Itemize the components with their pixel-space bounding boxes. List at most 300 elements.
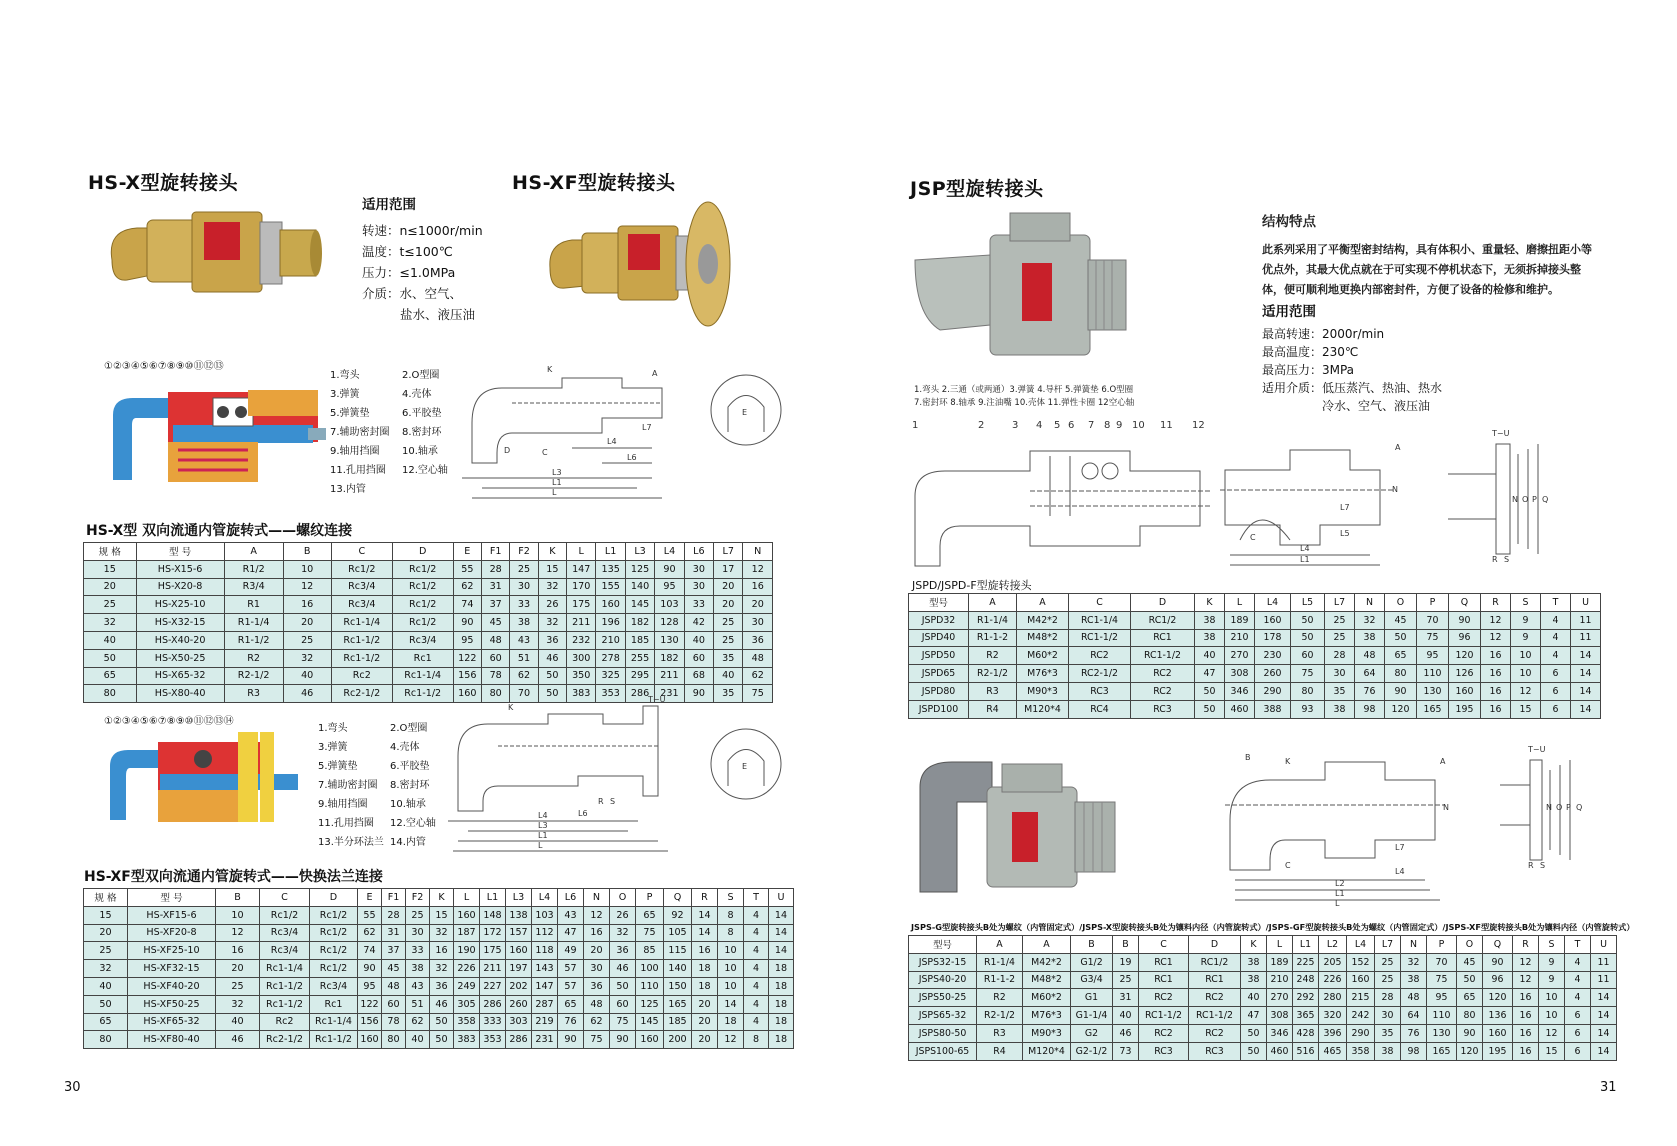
- table-row: [84, 906, 794, 924]
- table-cell: 48: [743, 649, 773, 667]
- table-cell: 40: [84, 977, 128, 995]
- table-cell: 15: [84, 560, 137, 578]
- table-cell: 65: [1385, 647, 1417, 665]
- table-cell: R2-1/2: [977, 1007, 1023, 1025]
- table-cell: RC1-1/4: [1069, 611, 1131, 629]
- table-cell: 4: [744, 906, 769, 924]
- table-cell: 20: [692, 1031, 718, 1049]
- table-cell: 25: [1325, 611, 1355, 629]
- table-cell: 70: [510, 685, 538, 703]
- table-cell: 90: [1457, 1024, 1483, 1042]
- table-cell: 516: [1293, 1042, 1319, 1060]
- table-cell: 25: [1375, 971, 1401, 989]
- table-cell: 15: [1539, 1042, 1565, 1060]
- table-cell: 18: [692, 977, 718, 995]
- table-cell: 50: [1457, 971, 1483, 989]
- table-cell: HS-X50-25: [136, 649, 224, 667]
- table-cell: 36: [610, 942, 636, 960]
- table-cell: 74: [358, 942, 382, 960]
- table-row: [909, 629, 1601, 647]
- table-cell: 12: [283, 578, 331, 596]
- table-cell: A: [977, 936, 1023, 954]
- table-cell: R4: [977, 1042, 1023, 1060]
- table-cell: 14: [1591, 989, 1617, 1007]
- table-cell: U: [1571, 594, 1601, 612]
- table-cell: 32: [538, 614, 566, 632]
- table-cell: 14: [692, 906, 718, 924]
- svg-text:L4: L4: [607, 437, 617, 446]
- table-cell: 16: [283, 596, 331, 614]
- table-cell: 25: [216, 977, 260, 995]
- table-cell: 46: [610, 960, 636, 978]
- part-label: 1.弯头: [318, 723, 348, 734]
- table-cell: JSPD65: [909, 665, 969, 683]
- table-cell: L6: [558, 889, 584, 907]
- table-row: [84, 578, 773, 596]
- table-cell: 40: [1241, 989, 1267, 1007]
- part-label: 6.平胶垫: [402, 408, 442, 419]
- table-cell: 75: [1417, 629, 1449, 647]
- table-cell: L1: [596, 543, 625, 561]
- svg-text:6: 6: [1068, 420, 1075, 431]
- table-cell: Rc1/2: [260, 906, 310, 924]
- table-cell: Rc2: [260, 1013, 310, 1031]
- hsxf-dimension-drawing: [438, 696, 698, 856]
- table-cell: S: [1539, 936, 1565, 954]
- table-cell: 43: [406, 977, 430, 995]
- table-cell: 95: [1417, 647, 1449, 665]
- scope-line: 介质：水、空气、: [362, 286, 463, 301]
- hsx-scope: [362, 195, 483, 325]
- table-cell: 110: [1417, 665, 1449, 683]
- table-cell: N: [584, 889, 610, 907]
- table-cell: 126: [1449, 665, 1481, 683]
- table-cell: K: [1241, 936, 1267, 954]
- table-cell: 160: [1255, 611, 1291, 629]
- table-cell: 96: [1449, 629, 1481, 647]
- table-cell: 90: [655, 560, 684, 578]
- table-cell: 160: [1483, 1024, 1513, 1042]
- table-cell: 16: [216, 942, 260, 960]
- svg-text:L1: L1: [1335, 889, 1345, 898]
- part-label: 7.辅助密封圈: [318, 780, 378, 791]
- table-cell: 95: [358, 977, 382, 995]
- table-cell: 10: [1539, 1007, 1565, 1025]
- callouts-1: ①②③④⑤⑥⑦⑧⑨⑩⑪⑫⑬: [104, 361, 224, 372]
- table-cell: 270: [1225, 647, 1255, 665]
- table-cell: JSPD40: [909, 629, 969, 647]
- table-cell: 260: [1255, 665, 1291, 683]
- table-cell: L1: [480, 889, 506, 907]
- svg-text:N: N: [1512, 495, 1518, 504]
- scope-line: 温度：t≤100℃: [362, 244, 453, 259]
- table-cell: 50: [1385, 629, 1417, 647]
- table-row: [84, 1031, 794, 1049]
- table-cell: Rc2-1/2: [331, 685, 392, 703]
- table-cell: 242: [1347, 1007, 1375, 1025]
- table-cell: 196: [596, 614, 625, 632]
- table-cell: 50: [84, 995, 128, 1013]
- table-cell: R1-1/4: [224, 614, 283, 632]
- table-cell: 48: [1355, 647, 1385, 665]
- table-cell: 290: [1255, 682, 1291, 700]
- table-cell: 36: [538, 631, 566, 649]
- table-cell: 287: [532, 995, 558, 1013]
- table-cell: Rc3/4: [331, 578, 392, 596]
- jsps-photo: [912, 742, 1132, 902]
- table-row: [84, 977, 794, 995]
- part-label: 8.密封环: [390, 780, 430, 791]
- table-cell: Rc1-1/4: [392, 667, 453, 685]
- table-cell: 197: [506, 960, 532, 978]
- table-cell: 10: [718, 942, 744, 960]
- table-cell: 62: [406, 1013, 430, 1031]
- table-cell: 17: [714, 560, 743, 578]
- table-cell: 18: [769, 977, 794, 995]
- part-label: 5.弹簧垫: [330, 408, 370, 419]
- jsp-photo: [910, 205, 1150, 360]
- svg-text:T−U: T−U: [1492, 429, 1510, 438]
- table-cell: 43: [510, 631, 538, 649]
- table-cell: 90: [1449, 611, 1481, 629]
- table-cell: B: [283, 543, 331, 561]
- table-row: [909, 682, 1601, 700]
- table-cell: 333: [480, 1013, 506, 1031]
- table-cell: 112: [532, 924, 558, 942]
- table-cell: G2: [1071, 1024, 1113, 1042]
- part-label: 10.轴承: [402, 446, 438, 457]
- table-cell: 195: [1449, 700, 1481, 718]
- table-cell: R3: [977, 1024, 1023, 1042]
- table-cell: 26: [538, 596, 566, 614]
- table-cell: 160: [1347, 971, 1375, 989]
- table-cell: Rc1/2: [392, 614, 453, 632]
- table-cell: 156: [453, 667, 481, 685]
- svg-text:L1: L1: [538, 831, 548, 840]
- table-cell: L4: [1347, 936, 1375, 954]
- table-cell: 10: [718, 977, 744, 995]
- table-cell: 75: [743, 685, 773, 703]
- table-cell: 8: [718, 924, 744, 942]
- table-cell: 26: [610, 906, 636, 924]
- table-cell: 211: [655, 667, 684, 685]
- table-cell: R1/2: [224, 560, 283, 578]
- jsp-legend: [914, 384, 1134, 410]
- table-cell: 365: [1293, 1007, 1319, 1025]
- jsp-scope: [1262, 303, 1442, 415]
- table-cell: S: [1511, 594, 1541, 612]
- table-cell: 16: [743, 578, 773, 596]
- table-row: [909, 989, 1617, 1007]
- svg-text:2: 2: [978, 420, 985, 431]
- table-cell: 33: [510, 596, 538, 614]
- svg-text:Q: Q: [1542, 495, 1549, 504]
- table-cell: 143: [532, 960, 558, 978]
- table-cell: 90: [453, 614, 481, 632]
- table-cell: 353: [596, 685, 625, 703]
- table-cell: 147: [532, 977, 558, 995]
- table-cell: 80: [1291, 682, 1325, 700]
- table-cell: JSPS50-25: [909, 989, 977, 1007]
- table-cell: HS-XF20-8: [128, 924, 216, 942]
- table-cell: 10: [1511, 665, 1541, 683]
- table-cell: HS-X25-10: [136, 596, 224, 614]
- svg-text:L: L: [538, 841, 543, 850]
- table-cell: 290: [1347, 1024, 1375, 1042]
- table-cell: 9: [1539, 971, 1565, 989]
- table-cell: 230: [1255, 647, 1291, 665]
- table-cell: 11: [1591, 971, 1617, 989]
- table-cell: 249: [454, 977, 480, 995]
- table-cell: 6: [1541, 682, 1571, 700]
- table-cell: 25: [714, 631, 743, 649]
- table-cell: 140: [664, 960, 692, 978]
- scope-line: 压力：≤1.0MPa: [362, 265, 456, 280]
- table-row: [84, 942, 794, 960]
- part-label: 8.密封环: [402, 427, 442, 438]
- table-cell: 211: [567, 614, 596, 632]
- table-cell: 50: [430, 1013, 454, 1031]
- svg-text:L: L: [552, 488, 557, 497]
- svg-text:4: 4: [1036, 420, 1043, 431]
- table-cell: 12: [584, 906, 610, 924]
- svg-text:7: 7: [1088, 420, 1095, 431]
- table-cell: 40: [1113, 1007, 1139, 1025]
- svg-text:S: S: [1504, 555, 1510, 564]
- table-cell: 62: [743, 667, 773, 685]
- table-cell: 47: [1195, 665, 1225, 683]
- table-cell: 65: [558, 995, 584, 1013]
- table-cell: Rc1: [392, 649, 453, 667]
- table-cell: 12: [1481, 611, 1511, 629]
- table-cell: RC4: [1069, 700, 1131, 718]
- svg-text:L4: L4: [538, 811, 548, 820]
- table-cell: 33: [406, 942, 430, 960]
- table-cell: K: [538, 543, 566, 561]
- part-label: 11.孔用挡圈: [318, 818, 374, 829]
- table-cell: 48: [584, 995, 610, 1013]
- jsp-features: [1262, 212, 1602, 300]
- table-cell: R1-1/2: [224, 631, 283, 649]
- table-cell: 40: [406, 1031, 430, 1049]
- table-cell: 12: [743, 560, 773, 578]
- part-label: 4.壳体: [402, 389, 432, 400]
- table-cell: L: [1267, 936, 1293, 954]
- table-cell: 6: [1565, 1042, 1591, 1060]
- table-cell: 125: [636, 995, 664, 1013]
- table1-title: HS-X型 双向流通内管旋转式——螺纹连接: [86, 523, 353, 539]
- table-cell: Rc1/2: [310, 960, 358, 978]
- svg-text:T−U: T−U: [648, 696, 666, 704]
- table-cell: 187: [454, 924, 480, 942]
- table-cell: 25: [510, 560, 538, 578]
- table-cell: 37: [482, 596, 510, 614]
- table-cell: G1-1/4: [1071, 1007, 1113, 1025]
- part-label: 10.轴承: [390, 799, 426, 810]
- table-cell: 189: [1267, 953, 1293, 971]
- table-row: [84, 995, 794, 1013]
- table-cell: L7: [714, 543, 743, 561]
- table-cell: 62: [358, 924, 382, 942]
- table-cell: 110: [636, 977, 664, 995]
- table4-note: JSPS-G型旋转接头B处为螺纹（内管固定式）/JSPS-X型旋转接头B处为镶料内径（内管旋转式）/JSPS-GF型旋转接头B处为螺纹（内管固定式）/JSPS-XF型旋转接头B处为镶料内径（内管旋转式）: [911, 922, 1635, 932]
- table-cell: L1: [1293, 936, 1319, 954]
- table-cell: 32: [538, 578, 566, 596]
- table-cell: 8: [718, 906, 744, 924]
- table-cell: 35: [1325, 682, 1355, 700]
- table-cell: 14: [1571, 682, 1601, 700]
- svg-text:R: R: [1492, 555, 1498, 564]
- table-cell: 4: [1541, 611, 1571, 629]
- table-cell: 38: [1241, 953, 1267, 971]
- scope-line: 最高温度：230℃: [1262, 345, 1359, 359]
- svg-text:N: N: [1443, 803, 1449, 812]
- table-cell: Rc3/4: [260, 942, 310, 960]
- table-row: [909, 971, 1617, 989]
- table-cell: 175: [480, 942, 506, 960]
- table-cell: 280: [1319, 989, 1347, 1007]
- table-cell: L4: [1255, 594, 1291, 612]
- table-row: [84, 924, 794, 942]
- table-cell: 30: [1375, 1007, 1401, 1025]
- table-cell: RC1-1/2: [1069, 629, 1131, 647]
- table-cell: 75: [584, 1031, 610, 1049]
- svg-text:T−U: T−U: [1528, 745, 1546, 754]
- table-cell: RC2: [1131, 682, 1195, 700]
- svg-text:8: 8: [1104, 420, 1111, 431]
- table-cell: Rc1-1/4: [310, 1013, 358, 1031]
- table-cell: JSPD80: [909, 682, 969, 700]
- scope-line: 适用介质：低压蒸汽、热油、热水: [1262, 381, 1443, 395]
- table-cell: 15: [538, 560, 566, 578]
- table-cell: 25: [84, 596, 137, 614]
- jsps-spec-table: [908, 935, 1617, 1061]
- table-cell: 68: [684, 667, 713, 685]
- table-cell: 20: [216, 960, 260, 978]
- table-cell: 6: [1541, 665, 1571, 683]
- table-cell: 248: [1293, 971, 1319, 989]
- table-cell: L3: [625, 543, 654, 561]
- svg-text:9: 9: [1116, 420, 1123, 431]
- jspd-spec-table: [908, 593, 1601, 719]
- table-cell: 15: [84, 906, 128, 924]
- table-cell: Rc1/2: [331, 560, 392, 578]
- table-cell: R2-1/2: [224, 667, 283, 685]
- part-label: 13.半分环法兰: [318, 837, 384, 848]
- table-cell: 30: [510, 578, 538, 596]
- table-cell: 185: [664, 1013, 692, 1031]
- page-number-right: 31: [1600, 1080, 1617, 1095]
- table-cell: 18: [718, 1013, 744, 1031]
- table-cell: F2: [406, 889, 430, 907]
- table-cell: M76*3: [1017, 665, 1069, 683]
- table-cell: D: [310, 889, 358, 907]
- table-cell: 156: [358, 1013, 382, 1031]
- table-cell: 308: [1267, 1007, 1293, 1025]
- table-cell: P: [1417, 594, 1449, 612]
- table-cell: 25: [84, 942, 128, 960]
- table-cell: C: [331, 543, 392, 561]
- table-cell: 286: [506, 1031, 532, 1049]
- table-cell: 65: [1457, 989, 1483, 1007]
- table-row: [909, 1042, 1617, 1060]
- table-cell: Rc1/2: [392, 596, 453, 614]
- table-cell: Q: [1449, 594, 1481, 612]
- table-cell: N: [1401, 936, 1427, 954]
- table-cell: A: [1023, 936, 1071, 954]
- table-cell: Rc1/2: [392, 560, 453, 578]
- table-cell: 16: [1513, 1024, 1539, 1042]
- table-cell: RC1-1/2: [1189, 1007, 1241, 1025]
- table-cell: 型号: [909, 594, 969, 612]
- table-cell: 60: [482, 649, 510, 667]
- svg-text:L3: L3: [538, 821, 548, 830]
- table-cell: 93: [1291, 700, 1325, 718]
- table-cell: 103: [655, 596, 684, 614]
- table-cell: 90: [358, 960, 382, 978]
- svg-text:N: N: [1392, 485, 1398, 494]
- table-cell: 31: [482, 578, 510, 596]
- table-cell: O: [1457, 936, 1483, 954]
- table-cell: HS-XF32-15: [128, 960, 216, 978]
- table-cell: 90: [558, 1031, 584, 1049]
- table-cell: 38: [1325, 700, 1355, 718]
- part-label: 9.轴用挡圈: [330, 446, 380, 457]
- svg-text:O: O: [1556, 803, 1563, 812]
- table-cell: Rc1-1/2: [260, 995, 310, 1013]
- scope-line: 盐水、液压油: [400, 307, 476, 322]
- table-cell: 286: [480, 995, 506, 1013]
- table-cell: 50: [1241, 1042, 1267, 1060]
- table-cell: 51: [510, 649, 538, 667]
- table-cell: 55: [358, 906, 382, 924]
- table-cell: HS-X32-15: [136, 614, 224, 632]
- table-cell: 210: [1267, 971, 1293, 989]
- table-cell: 47: [558, 924, 584, 942]
- svg-text:L4: L4: [1395, 867, 1405, 876]
- table-cell: 48: [482, 631, 510, 649]
- svg-text:L1: L1: [552, 478, 562, 487]
- part-label: 13.内管: [330, 484, 366, 495]
- table-cell: 11: [1571, 629, 1601, 647]
- table-cell: 350: [567, 667, 596, 685]
- svg-text:R: R: [1528, 861, 1534, 870]
- table-cell: JSPD32: [909, 611, 969, 629]
- table-cell: 10: [1511, 647, 1541, 665]
- table-row: [84, 667, 773, 685]
- table-cell: R1-1/4: [969, 611, 1017, 629]
- table-cell: 50: [1195, 700, 1225, 718]
- svg-text:3: 3: [1012, 420, 1019, 431]
- table-cell: 103: [532, 906, 558, 924]
- table-cell: RC3: [1139, 1042, 1189, 1060]
- table-cell: 62: [453, 578, 481, 596]
- table-cell: 120: [1483, 989, 1513, 1007]
- table-cell: 122: [358, 995, 382, 1013]
- table-cell: 80: [1457, 1007, 1483, 1025]
- table-cell: 18: [769, 1013, 794, 1031]
- table-cell: 200: [664, 1031, 692, 1049]
- table-cell: M42*2: [1023, 953, 1071, 971]
- table-cell: 122: [453, 649, 481, 667]
- table-cell: RC1/2: [1131, 611, 1195, 629]
- table-cell: JSPD100: [909, 700, 969, 718]
- part-label: 2.O型圈: [402, 370, 440, 381]
- svg-text:C: C: [1285, 861, 1291, 870]
- table-cell: 96: [1483, 971, 1513, 989]
- table-cell: 25: [714, 614, 743, 632]
- table-cell: 46: [283, 685, 331, 703]
